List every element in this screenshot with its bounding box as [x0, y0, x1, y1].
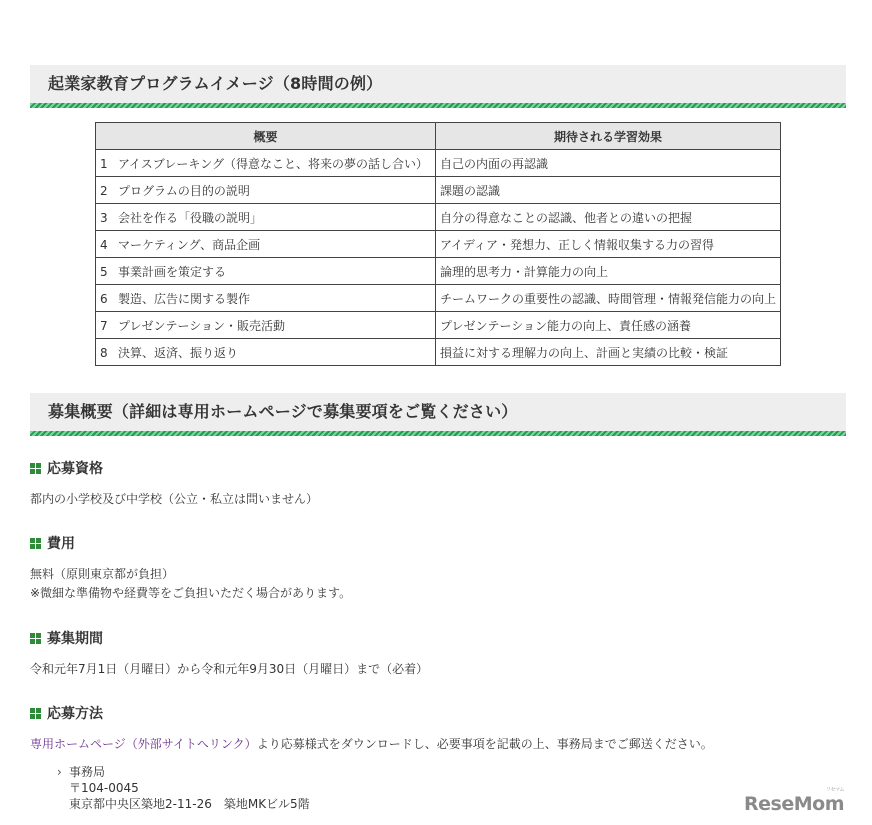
- summary-text: 製造、広告に関する製作: [118, 291, 251, 306]
- office-address: 東京都中央区築地2-11-26 築地MKビル5階: [69, 797, 310, 811]
- cost-text: [30, 565, 846, 603]
- effect-cell: 課題の認識: [435, 177, 780, 204]
- section-heading-recruitment: [30, 393, 846, 431]
- summary-text: プログラムの目的の説明: [118, 183, 250, 198]
- row-number: 2: [100, 183, 108, 198]
- official-homepage-link[interactable]: 専用ホームページ（外部サイトへリンク）: [30, 737, 257, 751]
- column-header-summary: 概要: [96, 123, 436, 150]
- section-title: 起業家教育プログラムイメージ（8時間の例）: [48, 74, 383, 93]
- green-squares-icon: [30, 538, 41, 549]
- summary-text: アイスブレーキング（得意なこと、将来の夢の話し合い）: [118, 156, 428, 171]
- green-squares-icon: [30, 708, 41, 719]
- row-number: 3: [100, 210, 108, 225]
- chevron-right-icon: ›: [57, 765, 62, 779]
- summary-text: マーケティング、商品企画: [118, 237, 261, 252]
- table-row: [96, 312, 781, 339]
- table-row: [96, 285, 781, 312]
- period-text: 令和元年7月1日（月曜日）から令和元年9月30日（月曜日）まで（必着）: [30, 662, 429, 676]
- green-squares-icon: [30, 633, 41, 644]
- row-number: 1: [100, 156, 108, 171]
- row-number: 8: [100, 345, 108, 360]
- subheading-method: [30, 703, 846, 723]
- table-row: [96, 204, 781, 231]
- summary-cell: [96, 231, 436, 258]
- subheading-text: 費用: [47, 536, 75, 552]
- row-number: 4: [100, 237, 108, 252]
- effect-cell: アイディア・発想力、正しく情報収集する力の習得: [435, 231, 780, 258]
- summary-cell: [96, 258, 436, 285]
- section-title: 募集概要（詳細は専用ホームページで募集要項をご覧ください）: [48, 402, 518, 421]
- office-address-block: [57, 764, 846, 812]
- summary-cell: [96, 312, 436, 339]
- heading-stripe-divider: [30, 103, 846, 108]
- summary-text: 決算、返済、振り返り: [118, 345, 239, 360]
- resemom-logo: [744, 787, 844, 815]
- effect-cell: 論理的思考力・計算能力の向上: [435, 258, 780, 285]
- cost-line: 無料（原則東京都が負担）: [30, 567, 175, 581]
- row-number: 6: [100, 291, 108, 306]
- table-row: [96, 258, 781, 285]
- effect-cell: チームワークの重要性の認識、時間管理・情報発信能力の向上: [435, 285, 780, 312]
- summary-cell: [96, 204, 436, 231]
- column-header-effect: 期待される学習効果: [435, 123, 780, 150]
- office-postal: 〒104-0045: [69, 781, 139, 795]
- green-squares-icon: [30, 463, 41, 474]
- subheading-text: 応募方法: [47, 706, 103, 722]
- table-row: [96, 339, 781, 366]
- subheading-cost: [30, 533, 846, 553]
- office-label-row: [57, 764, 846, 780]
- summary-cell: [96, 285, 436, 312]
- summary-cell: [96, 150, 436, 177]
- summary-text: 会社を作る「役職の説明」: [118, 210, 263, 225]
- subheading-eligibility: [30, 458, 846, 478]
- method-text: [30, 735, 846, 754]
- office-label: 事務局: [69, 765, 106, 779]
- subheading-text: 応募資格: [47, 461, 103, 477]
- heading-stripe-divider: [30, 431, 846, 436]
- summary-text: プレゼンテーション・販売活動: [118, 318, 286, 333]
- cost-note: ※微細な準備物や経費等をご負担いただく場合があります。: [30, 586, 352, 600]
- method-description: より応募様式をダウンロードし、必要事項を記載の上、事務局までご郵送ください。: [256, 737, 713, 751]
- article-content: [30, 65, 846, 812]
- table-row: [96, 177, 781, 204]
- table-header-row: [96, 123, 781, 150]
- effect-cell: プレゼンテーション能力の向上、責任感の涵養: [435, 312, 780, 339]
- summary-cell: [96, 177, 436, 204]
- table-row: [96, 231, 781, 258]
- section-heading-program: [30, 65, 846, 103]
- effect-cell: 自己の内面の再認識: [435, 150, 780, 177]
- table-row: [96, 150, 781, 177]
- subheading-text: 募集期間: [47, 631, 103, 647]
- logo-text: ReseMom: [744, 793, 844, 815]
- effect-cell: 自分の得意なことの認識、他者との違いの把握: [435, 204, 780, 231]
- program-table: [95, 122, 781, 366]
- logo-ruby: リセマム: [826, 787, 844, 793]
- effect-cell: 損益に対する理解力の向上、計画と実績の比較・検証: [435, 339, 780, 366]
- eligibility-text: 都内の小学校及び中学校（公立・私立は問いません）: [30, 492, 319, 506]
- summary-cell: [96, 339, 436, 366]
- subheading-period: [30, 628, 846, 648]
- row-number: 7: [100, 318, 108, 333]
- row-number: 5: [100, 264, 108, 279]
- summary-text: 事業計画を策定する: [118, 264, 227, 279]
